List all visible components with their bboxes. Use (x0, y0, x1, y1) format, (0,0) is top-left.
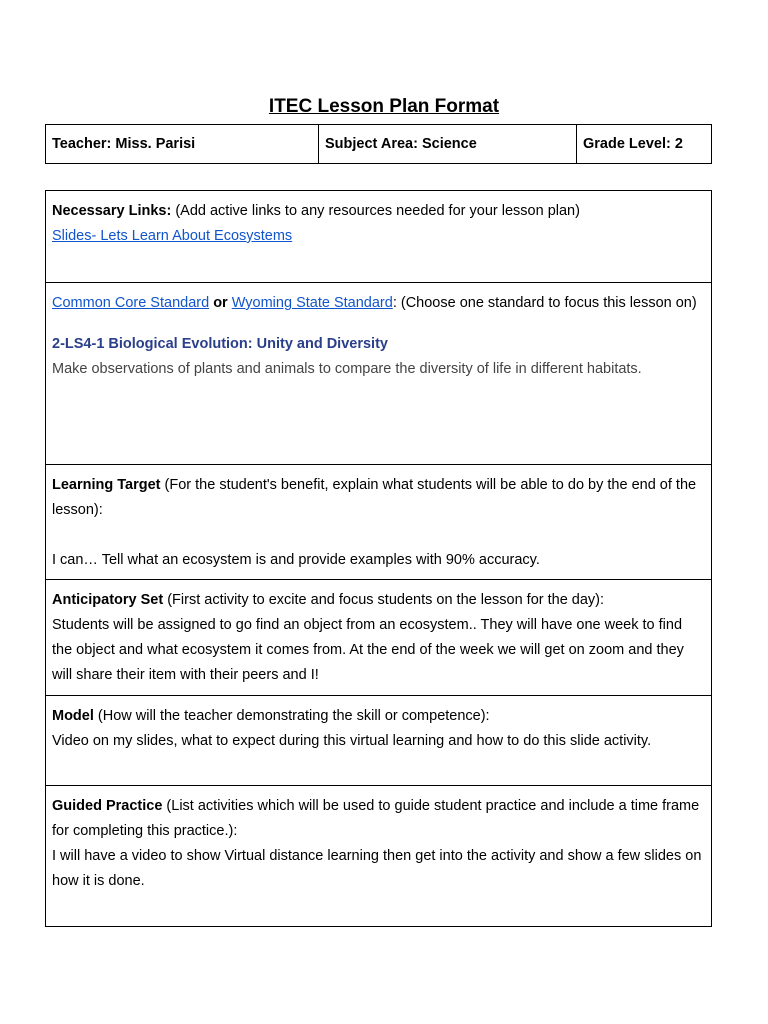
model-heading (52, 704, 705, 729)
standard-prompt: : (Choose one standard to focus this lesson on) (392, 295, 697, 311)
lesson-plan-table (45, 190, 712, 927)
standard-or: or (209, 295, 232, 311)
guided-practice-section (46, 785, 711, 926)
slides-link[interactable]: Slides- Lets Learn About Ecosystems (52, 228, 293, 244)
standard-section (46, 282, 711, 464)
model-section (46, 695, 711, 785)
learning-target-heading (52, 473, 705, 523)
guided-practice-prompt: (List activities which will be used to guide student practice and include a time frame for completing this practice.): (52, 798, 700, 839)
model-label: Model (52, 708, 94, 724)
standard-description: Make observations of plants and animals to compare the diversity of life in different habitats. (52, 361, 642, 377)
necessary-links-label: Necessary Links: (52, 203, 172, 219)
header-table (45, 124, 712, 164)
anticipatory-set-section (46, 579, 711, 695)
necessary-links-section (46, 191, 711, 282)
standard-code-title: 2-LS4-1 Biological Evolution: Unity and Diversity (52, 336, 388, 352)
model-prompt: (How will the teacher demonstrating the skill or competence): (93, 708, 490, 724)
standard-heading (52, 291, 705, 316)
necessary-links-heading (52, 199, 705, 224)
anticipatory-set-label: Anticipatory Set (52, 592, 164, 608)
learning-target-prompt: (For the student's benefit, explain what students will be able to do by the end of the lesson): (52, 477, 697, 518)
subject-area-cell: Subject Area: Science (318, 125, 576, 163)
wyoming-state-standard-link[interactable]: Wyoming State Standard (231, 295, 393, 311)
anticipatory-set-prompt: (First activity to excite and focus students on the lesson for the day): (163, 592, 605, 608)
learning-target-label: Learning Target (52, 477, 161, 493)
learning-target-section (46, 464, 711, 579)
anticipatory-set-body: Students will be assigned to go find an object from an ecosystem.. They will have one week to find the object and what ecosystem it comes from. At the end of the week we will get on zoom and they will share their item with their peers and I! (52, 617, 684, 683)
grade-level-cell: Grade Level: 2 (576, 125, 711, 163)
guided-practice-body: I will have a video to show Virtual distance learning then get into the activity and show a few slides on how it is done. (52, 848, 702, 889)
model-body: Video on my slides, what to expect during this virtual learning and how to do this slide activity. (52, 733, 652, 749)
anticipatory-set-heading (52, 588, 705, 613)
common-core-standard-link[interactable]: Common Core Standard (52, 295, 210, 311)
document-title: ITEC Lesson Plan Format (268, 96, 500, 117)
guided-practice-label: Guided Practice (52, 798, 163, 814)
learning-target-statement: I can… Tell what an ecosystem is and provide examples with 90% accuracy. (52, 552, 540, 568)
teacher-cell: Teacher: Miss. Parisi (52, 136, 196, 152)
guided-practice-heading (52, 794, 705, 844)
necessary-links-prompt: (Add active links to any resources needed for your lesson plan) (171, 203, 580, 219)
